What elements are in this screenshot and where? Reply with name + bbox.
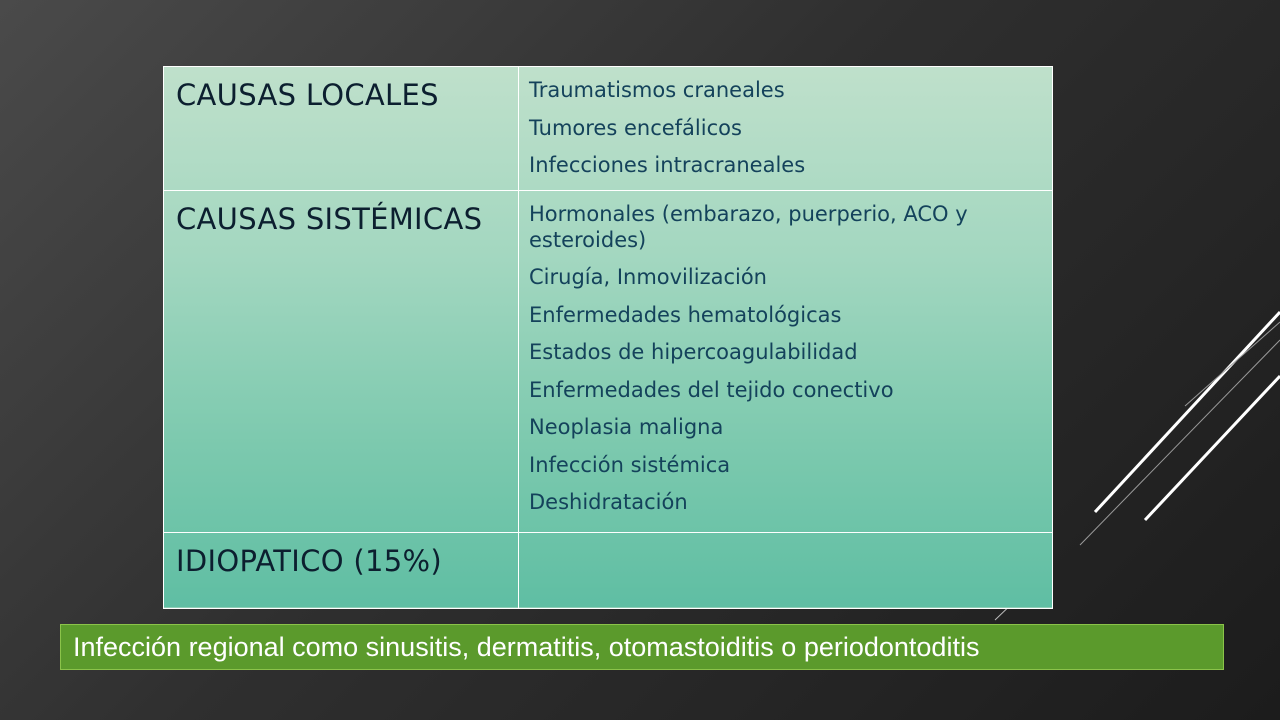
table-row-causas-sistemicas xyxy=(164,190,1053,532)
deco-line xyxy=(1080,340,1280,545)
list-item: Infecciones intracraneales xyxy=(529,153,806,177)
causes-table xyxy=(163,66,1053,609)
list-item: Hormonales (embarazo, puerperio, ACO y esteroides) xyxy=(529,201,968,252)
list-item: Cirugía, Inmovilización xyxy=(529,265,767,289)
category-label: IDIOPATICO (15%) xyxy=(176,543,442,578)
items-cell-empty xyxy=(519,532,1053,608)
items-cell xyxy=(519,190,1053,532)
regional-infection-note xyxy=(60,624,1224,670)
list-item: Enfermedades hematológicas xyxy=(529,302,842,327)
items-list xyxy=(519,67,1052,178)
list-item: Tumores encefálicos xyxy=(529,115,742,140)
category-cell xyxy=(164,190,519,532)
category-label: CAUSAS SISTÉMICAS xyxy=(176,201,483,236)
items-cell xyxy=(519,67,1053,191)
table-row-idiopatico xyxy=(164,532,1053,608)
deco-line xyxy=(1095,312,1280,512)
list-item: Deshidratación xyxy=(529,490,688,514)
list-item: Neoplasia maligna xyxy=(529,415,724,439)
items-list xyxy=(519,191,1052,516)
table-row-causas-locales xyxy=(164,67,1053,191)
category-label: CAUSAS LOCALES xyxy=(176,78,439,112)
list-item: Estados de hipercoagulabilidad xyxy=(529,340,858,364)
list-item: Infección sistémica xyxy=(529,452,731,477)
deco-line xyxy=(1185,322,1280,406)
list-item: Traumatismos craneales xyxy=(529,78,785,102)
category-cell xyxy=(164,532,519,608)
deco-line xyxy=(1145,376,1280,520)
category-cell xyxy=(164,67,519,191)
list-item: Enfermedades del tejido conectivo xyxy=(529,377,894,402)
note-text: Infección regional como sinusitis, dermatitis, otomastoiditis o periodontoditis xyxy=(73,631,980,662)
